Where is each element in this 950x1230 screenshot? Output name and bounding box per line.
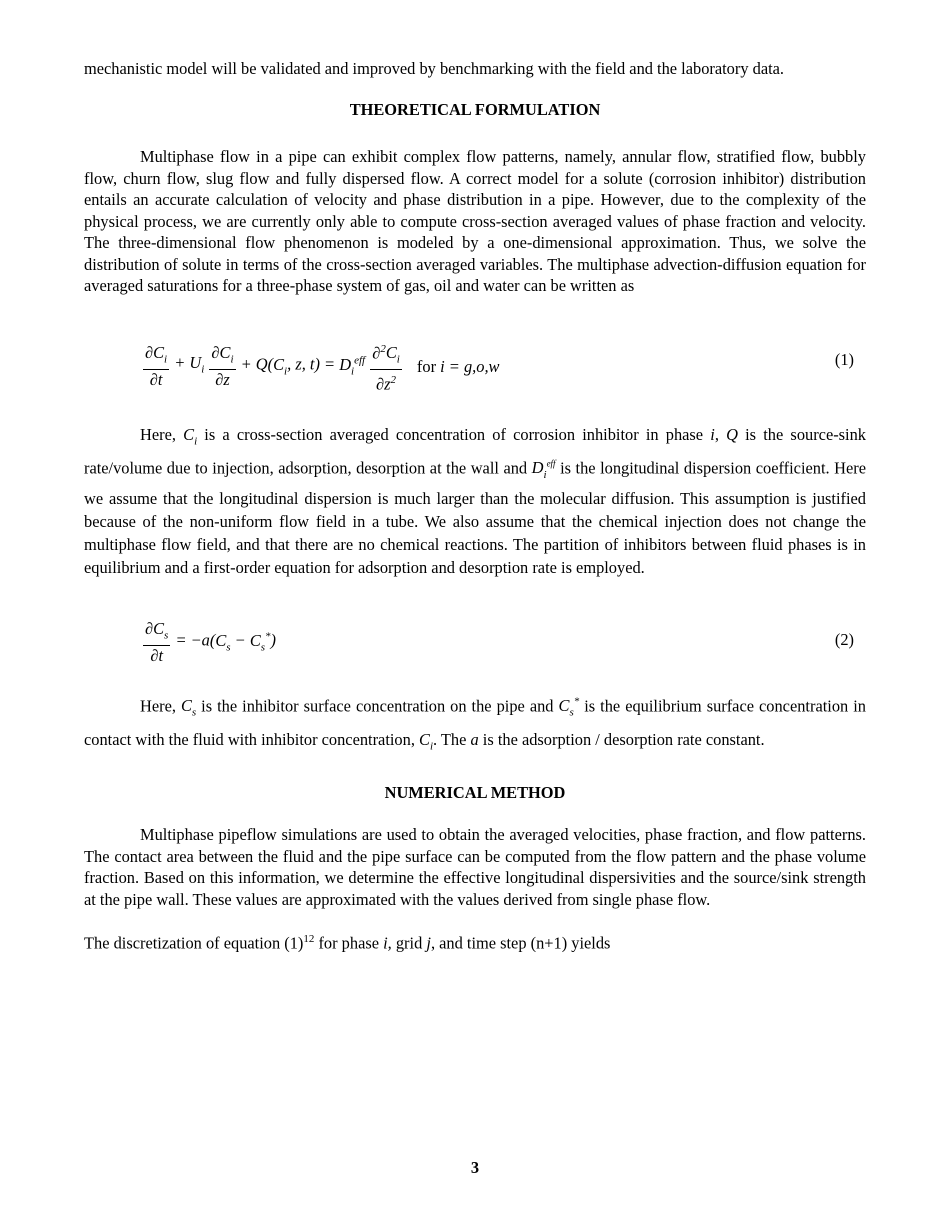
eq1-condition-prefix: for (416, 356, 441, 376)
equation-2-body: $\frac{\partial C_s}{\partial t}$ = $-a(C_s - C_s^*)$ (145, 618, 276, 665)
equation-1-number: (1) (834, 349, 854, 369)
heading-theoretical-formulation: THEORETICAL FORMULATION (349, 99, 601, 119)
here-paragraph-1: Here, $C_i$ is a cross-section averaged concentration of corrosion inhibitor in phase i, Q is the source-sink rate/volume due to injection, adsorption, desorption at the wall and $D_i^{eff}$ is the longitudinal dispersion coefficient. Here we assume that the longitudinal dispersion is much larger than the molecular diffusion. This assumption is justified because of the non-uniform flow field in a tube. We also assume that the chemical injection does not change the multiphase flow field, and that there are no chemical reactions. The partition of inhibitors between fluid phases is in equilibrium and a first-order equation for adsorption and desorption rate is employed. (84, 424, 866, 577)
equation-1-body: $\frac{\partial C_i}{\partial t}$ + $U_i$ $\frac{\partial C_i}{\partial z}$ + $Q(C_i$, z, $t) = D_i^{eff}$ $\frac{\partial^2C_i}{\partial z^2}$ for i = g,o,w (142, 339, 499, 395)
here-paragraph-2: Here, $C_s$ is the inhibitor surface concentration on the pipe and $C_s^*$ is the equilibrium surface concentration in contact with the fluid with inhibitor concentration, $C_i$. The a is the adsorption / desorption rate constant. (84, 695, 866, 753)
page-number: 3 (470, 1158, 480, 1177)
equation-1 (84, 339, 866, 409)
theory-paragraph: Multiphase flow in a pipe can exhibit complex flow patterns, namely, annular flow, stratified flow, bubbly flow, churn flow, slug flow and fully dispersed flow. A correct model for a solute (corrosion inhibitor) distribution entails an accurate calculation of velocity and phase distribution in a pipe. However, due to the complexity of the physical process, we are currently only able to compute cross-section averaged values of phase fraction and velocity. The three-dimensional flow phenomenon is modeled by a one-dimensional approximation. Thus, we solve the distribution of solute in terms of the cross-section averaged variables. The multiphase advection-diffusion equation for averaged saturations for a three-phase system of gas, oil and water can be written as (84, 147, 866, 295)
equation-2 (84, 619, 866, 673)
eq1-condition: i = g,o,w (440, 356, 500, 376)
discretization-paragraph: The discretization of equation $(1)^{12}$ for phase i, grid j, and time step (n+1) yields (84, 933, 611, 953)
equation-2-number: (2) (834, 629, 854, 649)
page-body (84, 58, 866, 954)
numerical-paragraph: Multiphase pipeflow simulations are used to obtain the averaged velocities, phase fraction, and flow patterns. The contact area between the fluid and the pipe surface can be computed from the flow pattern and the phase volume fraction. Based on this information, we determine the effective longitudinal dispersivities and the source/sink strength at the pipe wall. These values are approximated with the values derived from single phase flow. (84, 825, 866, 909)
heading-numerical-method: NUMERICAL METHOD (384, 782, 566, 802)
intro-tail-paragraph: mechanistic model will be validated and improved by benchmarking with the field and the laboratory data. (84, 59, 785, 78)
